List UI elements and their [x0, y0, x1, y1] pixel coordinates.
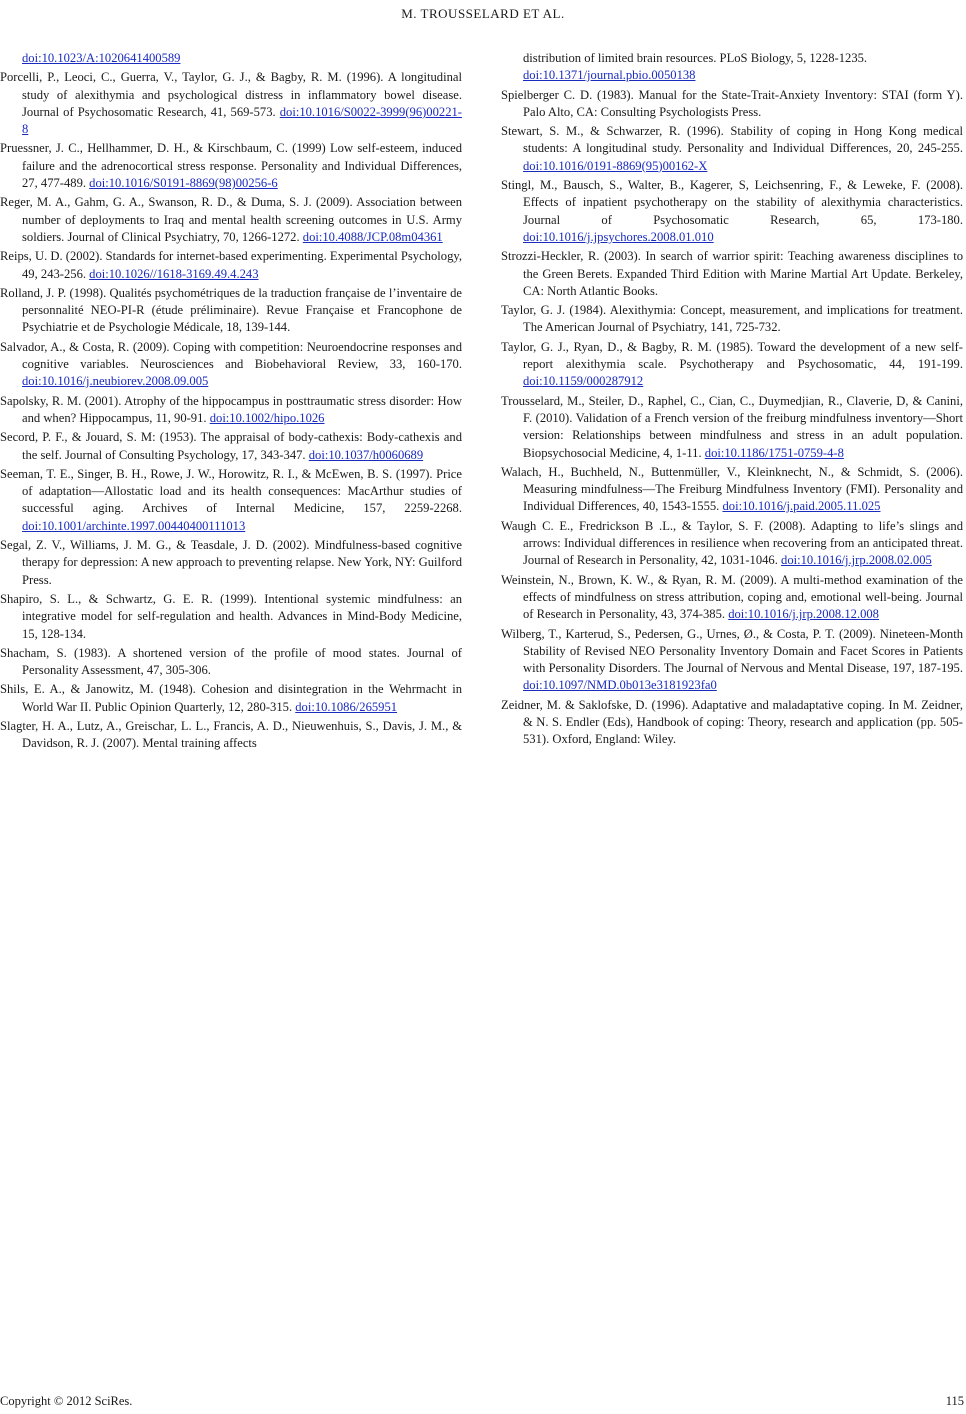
reference-entry — [501, 123, 963, 175]
reference-entry — [0, 194, 462, 246]
doi-link[interactable]: doi:10.1186/1751-0759-4-8 — [704, 445, 844, 460]
reference-entry — [501, 697, 963, 749]
running-head: M. TROUSSELARD ET AL. — [401, 6, 565, 21]
reference-text: Reips, U. D. (2002). Standards for internet-based experimenting. Experimental Psychology, 49, 243-256. — [0, 249, 462, 281]
references-right-column — [501, 50, 963, 751]
reference-text: Stingl, M., Bausch, S., Walter, B., Kagerer, S, Leichsenring, F., & Leweke, F. (2008). Effects of inpatient psychotherapy on the stability of alexithymia characteristics. Journal of Psychosomatic Research, 65, 173-180. — [501, 178, 963, 227]
reference-text: Pruessner, J. C., Hellhammer, D. H., & Kirschbaum, C. (1999) Low self-esteem, induced failure and the adrenocortical stress response. Personality and Individual Differences, 27, 477-489. — [0, 141, 462, 191]
reference-text: Segal, Z. V., Williams, J. M. G., & Teasdale, J. D. (2002). Mindfulness-based cognitive therapy for depression: A new approach to preventing relapse. New York, NY: Guilford Press. — [0, 538, 462, 587]
doi-link[interactable]: doi:10.1097/NMD.0b013e3181923fa0 — [523, 678, 717, 693]
reference-text: Reger, M. A., Gahm, G. A., Swanson, R. D., & Duma, S. J. (2009). Association between number of deployments to Iraq and mental health screening outcomes in U.S. Army soldiers. Journal of Clinical Psychiatry, 70, 1266-1272. — [0, 195, 462, 244]
reference-entry — [0, 69, 462, 138]
reference-text: Sapolsky, R. M. (2001). Atrophy of the hippocampus in posttraumatic stress disorder: How and when? Hippocampus, 11, 90-91. — [0, 393, 462, 425]
doi-link[interactable]: doi:10.1016/0191-8869(95)00162-X — [523, 158, 708, 173]
doi-link[interactable]: doi:10.1016/j.neubiorev.2008.09.005 — [22, 374, 209, 389]
reference-entry — [0, 718, 462, 753]
reference-text: Zeidner, M. & Saklofske, D. (1996). Adaptative and maladaptative coping. In M. Zeidner, & N. S. Endler (Eds), Handbook of coping: Theory, research and application (pp. 505-531). Oxford, England: Wiley. — [501, 697, 963, 747]
reference-text: Porcelli, P., Leoci, C., Guerra, V., Taylor, G. J., & Bagby, R. M. (1996). A longitudinal study of alexithymia and psychological distress in inflammatory bowel disease. Journal of Psychosomatic Research, 41, 569-573. — [0, 70, 462, 119]
reference-text: Waugh C. E., Fredrickson B .L., & Taylor, S. F. (2008). Adapting to life’s slings and arrows: Individual differences in resilience when recovering from an anticipated threat. Journal of Research in Personality, 42, 1031-1046. — [501, 518, 963, 568]
doi-link[interactable]: doi:10.1001/archinte.1997.00440400111013 — [22, 518, 246, 533]
doi-link[interactable]: doi:10.1086/265951 — [295, 699, 398, 714]
reference-entry — [0, 393, 462, 428]
reference-entry — [0, 140, 462, 192]
reference-entry — [501, 50, 963, 85]
reference-text: Seeman, T. E., Singer, B. H., Rowe, J. W., Horowitz, R. I., & McEwen, B. S. (1997). Price of adaptation—Allostatic load and its health consequences: MacArthur studies of successful aging. Archives of Internal Medicine, 157, 2259-2268. — [0, 466, 462, 516]
references-left-column — [0, 50, 462, 755]
reference-entry — [501, 572, 963, 624]
reference-text: Strozzi-Heckler, R. (2003). In search of warrior spirit: Teaching awareness disciplines to the Green Berets. Expanded Third Edition with Marine Martial Art Update. Berkeley, CA: North Atlantic Books. — [501, 249, 963, 298]
reference-entry — [0, 466, 462, 535]
reference-entry — [0, 50, 462, 67]
reference-text: Shils, E. A., & Janowitz, M. (1948). Cohesion and disintegration in the Wehrmacht in World War II. Public Opinion Quarterly, 12, 280-315. — [0, 682, 462, 714]
doi-link[interactable]: doi:10.1016/j.jrp.2008.02.005 — [781, 553, 932, 568]
doi-link[interactable]: doi:10.1037/h0060689 — [308, 447, 424, 462]
reference-entry — [0, 429, 462, 464]
reference-text: Secord, P. F., & Jouard, S. M: (1953). The appraisal of body-cathexis: Body-cathexis and the self. Journal of Consulting Psychology, 17, 343-347. — [0, 430, 462, 462]
reference-entry — [501, 87, 963, 122]
doi-link[interactable]: doi:10.1159/000287912 — [523, 374, 644, 389]
reference-entry — [501, 518, 963, 570]
doi-link[interactable]: doi:10.1016/j.jpsychores.2008.01.010 — [523, 229, 714, 244]
reference-entry — [501, 339, 963, 391]
reference-entry — [501, 464, 963, 516]
doi-link[interactable]: doi:10.1016/j.paid.2005.11.025 — [722, 499, 881, 514]
reference-text: Taylor, G. J., Ryan, D., & Bagby, R. M. (1985). Toward the development of a new self-report alexithymia scale. Psychotherapy and Psychosomatic, 44, 191-199. — [501, 339, 963, 372]
reference-text: Walach, H., Buchheld, N., Buttenmüller, V., Kleinknecht, N., & Schmidt, S. (2006). Measuring mindfulness—The Freiburg Mindfulness Inventory (FMI). Personality and Individual Differences, 40, 1543-1555. — [501, 464, 963, 514]
copyright-notice: Copyright © 2012 SciRes. — [0, 1394, 133, 1408]
reference-entry — [501, 302, 963, 337]
doi-link[interactable]: doi:10.1002/hipo.1026 — [209, 410, 325, 425]
reference-text: Spielberger C. D. (1983). Manual for the State-Trait-Anxiety Inventory: STAI (form Y). Palo Alto, CA: Consulting Psychologists Press. — [501, 87, 963, 119]
doi-link[interactable]: doi:10.1023/A:1020641400589 — [22, 51, 181, 65]
doi-link[interactable]: doi:10.1026//1618-3169.49.4.243 — [89, 266, 259, 281]
doi-link[interactable]: doi:10.1371/journal.pbio.0050138 — [523, 68, 696, 83]
reference-text: Shacham, S. (1983). A shortened version of the profile of mood states. Journal of Personality Assessment, 47, 305-306. — [0, 645, 462, 678]
reference-entry — [0, 537, 462, 589]
reference-text: Slagter, H. A., Lutz, A., Greischar, L. L., Francis, A. D., Nieuwenhuis, S., Davis, J. M., & Davidson, R. J. (2007). Mental training affects — [0, 718, 462, 751]
reference-text: Trousselard, M., Steiler, D., Raphel, C., Cian, C., Duymedjian, R., Claverie, D, & Canini, F. (2010). Validation of a French version of the freiburg mindfulness inventory—Short version: Relationships between mindfulness and stress in an adult population. Biopsychosocial Medicine, 4, 1-11. — [501, 393, 963, 460]
doi-link[interactable]: doi:10.4088/JCP.08m04361 — [302, 229, 443, 244]
reference-entry — [501, 248, 963, 300]
reference-text: distribution of limited brain resources. PLoS Biology, 5, 1228-1235. — [523, 51, 868, 65]
reference-entry — [0, 645, 462, 680]
doi-link[interactable]: doi:10.1016/j.jrp.2008.12.008 — [728, 607, 879, 622]
reference-entry — [0, 681, 462, 716]
doi-link[interactable]: doi:10.1016/S0191-8869(98)00256-6 — [89, 176, 278, 191]
doi-link[interactable]: doi:10.1016/S0022-3999(96)00221-8 — [22, 104, 462, 137]
reference-entry — [501, 177, 963, 246]
reference-entry — [501, 626, 963, 695]
reference-text: Salvador, A., & Costa, R. (2009). Coping with competition: Neuroendocrine responses and cognitive variables. Neurosciences and Biobehavioral Review, 33, 160-170. — [0, 339, 462, 372]
reference-entry — [0, 248, 462, 283]
page-number: 115 — [945, 1394, 964, 1408]
reference-entry — [0, 591, 462, 643]
reference-text: Wilberg, T., Karterud, S., Pedersen, G., Urnes, Ø., & Costa, P. T. (2009). Nineteen-Month Stability of Revised NEO Personality Inventory Domain and Facet Scores in Patients with Personality Disorders. The Journal of Nervous and Mental Disease, 197, 187-195. — [501, 626, 963, 676]
reference-text: Taylor, G. J. (1984). Alexithymia: Concept, measurement, and implications for treatment. The American Journal of Psychiatry, 141, 725-732. — [501, 303, 963, 335]
reference-text: Rolland, J. P. (1998). Qualités psychométriques de la traduction française de l’inventaire de personnalité NEO-PI-R (étude préliminaire). Revue Française et Francophone de Psychiatrie et de Psychologie Médicale, 18, 139-144. — [0, 285, 462, 335]
reference-entry — [0, 285, 462, 337]
reference-entry — [501, 393, 963, 462]
reference-text: Weinstein, N., Brown, K. W., & Ryan, R. M. (2009). A multi-method examination of the effects of mindfulness on stress attribution, coping and, emotional well-being. Journal of Research in Personality, 43, 374-385. — [501, 572, 963, 622]
reference-text: Shapiro, S. L., & Schwartz, G. E. R. (1999). Intentional systemic mindfulness: an integrative model for self-regulation and health. Advances in Mind-Body Medicine, 15, 128-134. — [0, 591, 462, 641]
reference-text: Stewart, S. M., & Schwarzer, R. (1996). Stability of coping in Hong Kong medical students: A longitudinal study. Personality and Individual Differences, 20, 245-255. — [501, 124, 963, 156]
reference-entry — [0, 339, 462, 391]
